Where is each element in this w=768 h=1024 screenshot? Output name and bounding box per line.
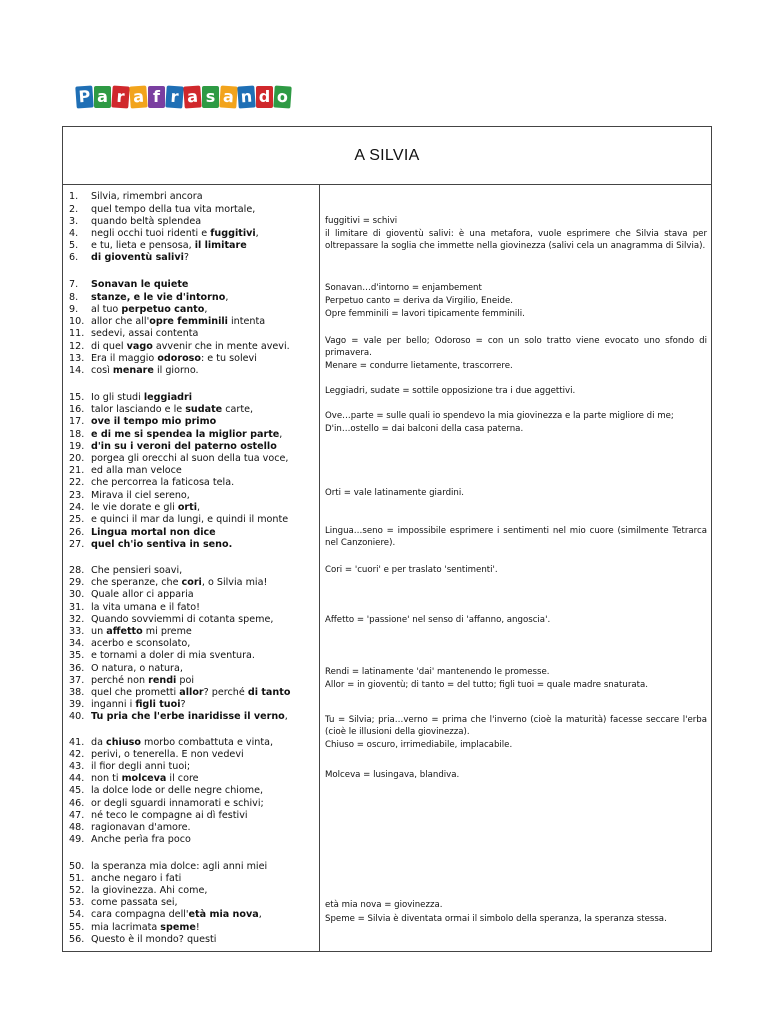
poem-line [69,650,255,662]
glossed-term: allor [179,687,204,698]
line-number: 54. [69,909,85,920]
poem-line [69,873,181,885]
verse-text: ragionavan d'amore. [91,822,191,833]
poem-line [69,465,182,477]
verse-text: il core [166,773,199,784]
line-number: 42. [69,749,85,760]
verse-text: , [284,711,288,722]
line-number: 10. [69,316,85,327]
line-number: 16. [69,404,85,415]
glossed-term: perpetuo canto [121,304,205,315]
verse-text: Mirava il ciel sereno, [91,490,190,501]
logo-letter: a [219,85,237,108]
line-number: 50. [69,861,85,872]
line-number: 49. [69,834,85,845]
verse-text: ? [180,699,186,710]
line-number: 45. [69,785,85,796]
line-number: 2. [69,204,79,215]
poem-line [69,810,248,822]
line-number: 40. [69,711,85,722]
logo-letter: d [256,86,273,108]
poem-line [69,527,216,539]
gloss-note: Allor = in gioventù; di tanto = del tutto; figli tuoi = quale madre snaturata. [325,680,648,690]
poem-line [69,341,290,353]
page-title: A SILVIA [63,127,711,185]
verse-text: la giovinezza. Ahi come, [91,885,208,896]
verse-text: il fior degli anni tuoi; [91,761,191,772]
verse-text: Silvia, rimembri ancora [91,191,203,202]
poem-line [69,934,216,946]
gloss-note: Leggiadri, sudate = sottile opposizione tra i due aggettivi. [325,386,576,396]
line-number: 1. [69,191,79,202]
poem-line [69,638,190,650]
line-number: 36. [69,663,85,674]
verse-text: , [204,304,208,315]
verse-text: che percorrea la faticosa tela. [91,477,235,488]
line-number: 3. [69,216,79,227]
line-number: 20. [69,453,85,464]
poem-line [69,785,263,797]
poem-column [63,184,320,951]
line-number: 15. [69,392,85,403]
line-number: 33. [69,626,85,637]
verse-text: ed alla man veloce [91,465,182,476]
line-number: 24. [69,502,85,513]
glossed-term: il limitare [194,240,247,251]
verse-text: morbo combattuta e vinta, [140,737,274,748]
poem-line [69,539,232,551]
verse-text: : e tu solevi [201,353,257,364]
parafrasando-logo [76,86,291,108]
gloss-note: Ove…parte = sulle quali io spendevo la mia giovinezza e la parte migliore di me; [325,411,674,421]
logo-letter: a [129,85,147,108]
poem-line [69,834,191,846]
line-number: 7. [69,279,79,290]
verse-text: ! [195,922,200,933]
poem-line [69,477,234,489]
line-number: 35. [69,650,85,661]
poem-line [69,626,192,638]
poem-line [69,822,191,834]
verse-text: avvenir che in mente avevi. [152,341,290,352]
poem-line [69,514,288,526]
glossed-term: Sonavan le quiete [91,279,189,290]
verse-text: poi [176,675,195,686]
gloss-note: Affetto = 'passione' nel senso di 'affanno, angoscia'. [325,615,551,625]
line-number: 39. [69,699,85,710]
poem-line [69,614,273,626]
gloss-note: Menare = condurre lietamente, trascorrere. [325,361,513,371]
line-number: 38. [69,687,85,698]
verse-text: la vita umana e il fato! [91,602,201,613]
poem-line [69,885,207,897]
line-number: 11. [69,328,85,339]
glossed-term: Tu pria che l'erbe inaridisse il verno [91,711,285,722]
glossed-term: odoroso [157,353,201,364]
verse-text: acerbo e sconsolato, [91,638,191,649]
verse-text: talor lasciando e le [91,404,186,415]
poem-line [69,909,262,921]
poem-line [69,897,178,909]
line-number: 22. [69,477,85,488]
line-number: 55. [69,922,85,933]
glossed-term: figli tuoi [135,699,181,710]
line-number: 4. [69,228,79,239]
gloss-note: Chiuso = oscuro, irrimediabile, implacabile. [325,740,513,750]
verse-text: mia lacrimata [91,922,161,933]
poem-line [69,304,207,316]
line-number: 21. [69,465,85,476]
glossed-term: speme [160,922,196,933]
poem-line [69,663,183,675]
poem-line [69,922,200,934]
verse-text: ? [183,252,189,263]
line-number: 5. [69,240,79,251]
gloss-note: Speme = Silvia è diventata ormai il simbolo della speranza, la speranza stessa. [325,914,667,924]
glossed-term: opre femminili [149,316,228,327]
poem-line [69,404,253,416]
verse-text: Che pensieri soavi, [91,565,183,576]
poem-line [69,204,255,216]
gloss-note: Opre femminili = lavori tipicamente femminili. [325,309,525,319]
gloss-note: fuggitivi = schivi [325,216,398,226]
gloss-note: D'in…ostello = dai balconi della casa paterna. [325,424,524,434]
line-number: 28. [69,565,85,576]
poem-line [69,798,264,810]
poem-line [69,353,257,365]
poem-line [69,279,188,291]
line-number: 18. [69,429,85,440]
verse-text: , [255,228,259,239]
logo-letter: r [111,85,129,108]
verse-text: inganni i [91,699,136,710]
verse-text: , o Silvia mia! [201,577,268,588]
glossed-term: ove il tempo mio primo [91,416,217,427]
verse-text: perché non [91,675,149,686]
line-number: 31. [69,602,85,613]
line-number: 44. [69,773,85,784]
verse-text: O natura, o natura, [91,663,183,674]
gloss-note: Sonavan…d'intorno = enjambement [325,283,482,293]
verse-text: Anche perìa fra poco [91,834,191,845]
line-number: 12. [69,341,85,352]
line-number: 29. [69,577,85,588]
poem-line [69,761,190,773]
poem-line [69,737,273,749]
gloss-note: Orti = vale latinamente giardini. [325,488,464,498]
line-number: 48. [69,822,85,833]
glossed-term: sudate [185,404,223,415]
verse-text: cara compagna dell' [91,909,189,920]
logo-letter: P [75,85,93,108]
logo-letter: a [183,85,201,108]
verse-text: Questo è il mondo? questi [91,934,217,945]
line-number: 17. [69,416,85,427]
verse-text: porgea gli orecchi al suon della tua voce, [91,453,289,464]
verse-text: anche negaro i fati [91,873,182,884]
glossed-term: leggiadri [143,392,193,403]
glossed-term: d'in su i veroni del paterno ostello [91,441,277,452]
verse-text: e tu, lieta e pensosa, [91,240,195,251]
glossed-term: stanze, e le vie d'intorno [91,292,226,303]
glossed-term: Lingua mortal non dice [91,527,216,538]
line-number: 23. [69,490,85,501]
verse-text: intenta [227,316,266,327]
verse-text: non ti [91,773,122,784]
verse-text: così [91,365,113,376]
poem-line [69,502,200,514]
glossed-term: quel ch'io sentiva in seno. [91,539,233,550]
glossed-term: rendi [148,675,177,686]
verse-text: allor che all' [91,316,150,327]
verse-text: , [279,429,283,440]
poem-line [69,490,190,502]
verse-text: Io gli studi [91,392,144,403]
poem-line [69,602,200,614]
verse-text: e quinci il mar da lungi, e quindi il monte [91,514,289,525]
glossed-term: molceva [121,773,167,784]
line-number: 41. [69,737,85,748]
glossed-term: menare [112,365,154,376]
gloss-note: Molceva = lusingava, blandiva. [325,770,460,780]
glossed-term: affetto [106,626,143,637]
glossed-term: di gioventù salivi [91,252,184,263]
poem-line [69,861,267,873]
verse-text: ? perché [203,687,248,698]
line-number: 56. [69,934,85,945]
poem-line [69,228,259,240]
poem-line [69,675,194,687]
gloss-note: Cori = 'cuori' e per traslato 'sentimenti'. [325,565,498,575]
line-number: 13. [69,353,85,364]
poem-line [69,441,277,453]
poem-line [69,416,216,428]
verse-text: sedevi, assai contenta [91,328,199,339]
gloss-note: Rendi = latinamente 'dai' mantenendo le promesse. [325,667,550,677]
glossed-term: e di me si spendea la miglior parte [91,429,280,440]
line-number: 25. [69,514,85,525]
verse-text: mi preme [142,626,192,637]
verse-text: le vie dorate e gli [91,502,178,513]
line-number: 6. [69,252,79,263]
verse-text: la speranza mia dolce: agli anni miei [91,861,268,872]
line-number: 46. [69,798,85,809]
gloss-note: Lingua…seno = impossibile esprimere i sentimenti nel mio cuore (similmente Tetrarca nel Canzoniere). [325,526,707,549]
verse-text: come passata sei, [91,897,178,908]
verse-text: Quando sovviemmi di cotanta speme, [91,614,274,625]
poem-line [69,589,194,601]
verse-text: né teco le compagne ai dì festivi [91,810,248,821]
verse-text: carte, [222,404,254,415]
line-number: 43. [69,761,85,772]
verse-text: Era il maggio [91,353,158,364]
poem-line [69,316,265,328]
document-table [62,126,712,952]
glossed-term: cori [181,577,202,588]
verse-text: , [258,909,262,920]
line-number: 30. [69,589,85,600]
glossed-term: chiuso [106,737,141,748]
poem-line [69,429,282,441]
line-number: 52. [69,885,85,896]
poem-line [69,453,288,465]
line-number: 14. [69,365,85,376]
poem-line [69,687,290,699]
verse-text: quel che prometti [91,687,180,698]
line-number: 53. [69,897,85,908]
verse-text: or degli sguardi innamorati e schivi; [91,798,264,809]
gloss-note: Vago = vale per bello; Odoroso = con un solo tratto viene evocato uno sfondo di primavera. [325,336,707,359]
glossed-term: età mia nova [188,909,259,920]
line-number: 19. [69,441,85,452]
line-number: 9. [69,304,79,315]
verse-text: da [91,737,107,748]
poem-line [69,773,199,785]
verse-text: perivi, o tenerella. E non vedevi [91,749,244,760]
verse-text: e tornami a doler di mia sventura. [91,650,255,661]
logo-letter: n [237,85,255,108]
verse-text: di quel [91,341,127,352]
logo-letter: s [202,86,219,108]
poem-line [69,749,244,761]
line-number: 8. [69,292,79,303]
glossed-term: vago [126,341,153,352]
glossed-term: fuggitivi [210,228,256,239]
line-number: 47. [69,810,85,821]
verse-text: quel tempo della tua vita mortale, [91,204,256,215]
poem-line [69,711,288,723]
glossed-term: orti [177,502,198,513]
verse-text: quando beltà splendea [91,216,202,227]
logo-letter: a [94,86,111,108]
poem-line [69,392,192,404]
poem-line [69,216,201,228]
line-number: 27. [69,539,85,550]
verse-text: negli occhi tuoi ridenti e [91,228,211,239]
verse-text: che speranze, che [91,577,182,588]
verse-text: , [225,292,229,303]
gloss-note: il limitare di gioventù salivi: è una metafora, vuole esprimere che Silvia stava per oltrepassare la soglia che immette nella giovinezza (salivi cela un anagramma di Silvia). [325,229,707,252]
verse-text: il giorno. [153,365,199,376]
gloss-note: Perpetuo canto = deriva da Virgilio, Eneide. [325,296,513,306]
glossed-term: di tanto [247,687,291,698]
verse-text: la dolce lode or delle negre chiome, [91,785,264,796]
verse-text: al tuo [91,304,122,315]
poem-line [69,328,198,340]
verse-text: , [197,502,201,513]
poem-line [69,365,199,377]
poem-line [69,292,228,304]
line-number: 26. [69,527,85,538]
logo-letter: r [165,85,183,108]
verse-text: Quale allor ci apparia [91,589,194,600]
poem-line [69,699,186,711]
logo-letter: f [148,86,165,108]
gloss-note: Tu = Silvia; pria…verno = prima che l'inverno (cioè la maturità) facesse seccare l'erba (cioè le illusioni della giovinezza). [325,715,707,738]
line-number: 37. [69,675,85,686]
line-number: 34. [69,638,85,649]
poem-line [69,191,203,203]
notes-column [320,184,711,951]
verse-text: un [91,626,107,637]
poem-line [69,252,189,264]
poem-line [69,565,182,577]
poem-line [69,240,247,252]
line-number: 32. [69,614,85,625]
line-number: 51. [69,873,85,884]
poem-line [69,577,267,589]
gloss-note: età mia nova = giovinezza. [325,900,443,910]
logo-letter: o [273,85,291,108]
